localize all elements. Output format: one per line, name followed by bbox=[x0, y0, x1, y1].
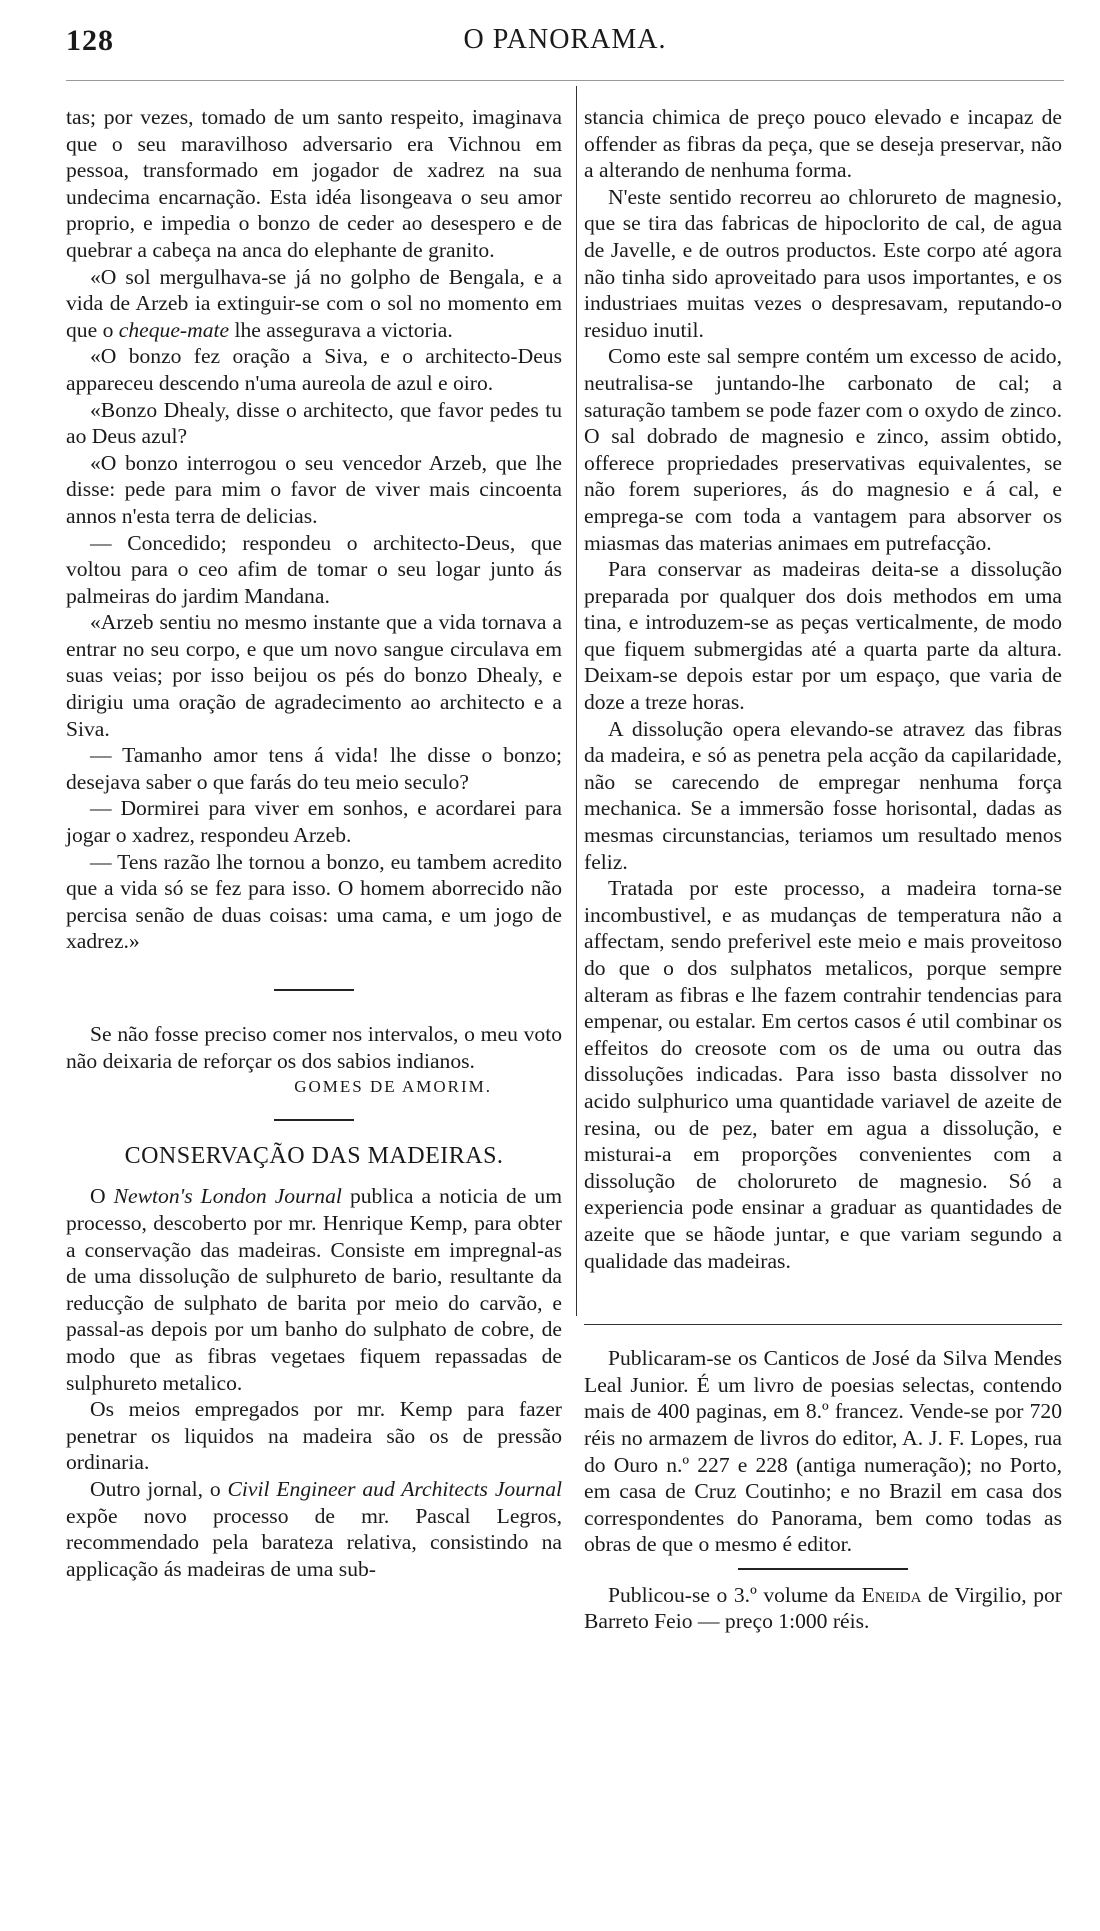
paragraph: A dissolução opera elevando-se atravez das fibras da madeira, e só as penetra pela acção da capilaridade, não se carecendo de empregar nenhuma força mechanica. Se a immersão fosse horisontal, dadas as mesmas circunstancias, teriamos um resultado menos feliz. bbox=[584, 716, 1062, 874]
column-divider bbox=[576, 86, 577, 1316]
paragraph: — Dormirei para viver em sonhos, e acordarei para jogar o xadrez, respondeu Arzeb. bbox=[66, 796, 562, 848]
paragraph: «O bonzo fez oração a Siva, e o architecto-Deus appareceu descendo n'uma aureola de azul e oiro. bbox=[66, 344, 562, 395]
paragraph: Como este sal sempre contém um excesso de acido, neutralisa-se juntando-lhe carbonato de cal; a saturação tambem se pode fazer com o oxydo de zinco. O sal dobrado de magnesio e zinco, assim obtido, offerece propriedades preservativas equivalentes, se não forem superiores, ás do magnesio e á cal, e emprega-se com toda a vantagem para absorver os miasmas das materias animaes em putrefacção. bbox=[584, 344, 1062, 555]
page-number: 128 bbox=[66, 24, 114, 57]
paragraph: — Tens razão lhe tornou a bonzo, eu tambem acredito que a vida só se fez para isso. O homem aborrecido não percisa senão de duas coisas: uma cama, e um jogo de xadrez.» bbox=[66, 849, 562, 954]
paragraph: Publicaram-se os Canticos de José da Silva Mendes Leal Junior. É um livro de poesias selectas, contendo mais de 400 paginas, em 8.º francez. Vende-se por 720 réis no armazem de livros do editor, A. J. F. Lopes, rua do Ouro n.º 227 e 228 (antiga numeração); no Porto, em casa de Cruz Coutinho; e no Brazil em casa dos correspondentes do Panorama, bem como todas as obras de que o mesmo é editor. bbox=[584, 1346, 1062, 1557]
author-signature: GOMES DE AMORIM. bbox=[294, 1077, 492, 1097]
paragraph: stancia chimica de preço pouco elevado e incapaz de offender as fibras da peça, que se deseja preservar, não a alterando de nenhuma forma. bbox=[584, 105, 1062, 183]
paragraph: Outro jornal, o Civil Engineer aud Architects Journal expõe novo processo de mr. Pascal Legros, recommendado pela barateza relativa, consistindo na applicação ás madeiras de uma sub- bbox=[66, 1476, 562, 1581]
section-title: CONSERVAÇÃO DAS MADEIRAS. bbox=[124, 1142, 504, 1169]
paragraph: — Tamanho amor tens á vida! lhe disse o bonzo; desejava saber o que farás do teu meio seculo? bbox=[66, 743, 562, 794]
page-header bbox=[66, 20, 1064, 64]
paragraph: Os meios empregados por mr. Kemp para fazer penetrar os liquidos na madeira são os de pressão ordinaria. bbox=[66, 1397, 562, 1475]
running-title: O PANORAMA. bbox=[463, 24, 667, 55]
paragraph: Se não fosse preciso comer nos intervalos, o meu voto não deixaria de reforçar os dos sabios indianos. bbox=[66, 1022, 562, 1073]
right-column bbox=[584, 104, 1062, 1635]
left-column bbox=[66, 104, 562, 1582]
paragraph: Para conservar as madeiras deita-se a dissolução preparada por qualquer dos dois methodos em uma tina, e introduzem-se as peças verticalmente, de modo que fiquem submergidas até a quarta parte da altura. Deixam-se depois estar por um espaço, que varia de doze a treze horas. bbox=[584, 557, 1062, 715]
paragraph: tas; por vezes, tomado de um santo respeito, imaginava que o seu maravilhoso adversario era Vichnou em pessoa, transformado em jogador de xadrez na sua undecima encarnação. Esta idéa lisongeava o seu amor proprio, e impedia o bonzo de ceder ao desespero e de quebrar a cabeça na anca do elephante de granito. bbox=[66, 105, 562, 262]
paragraph: N'este sentido recorreu ao chlorureto de magnesio, que se tira das fabricas de hipoclorito de cal, de agua de Javelle, e de outros productos. Este corpo até agora não tinha sido aproveitado para usos importantes, e os industriaes muitas vezes o despresavam, reputando-o residuo inutil. bbox=[584, 184, 1062, 342]
paragraph: «Arzeb sentiu no mesmo instante que a vida tornava a entrar no seu corpo, e que um novo sangue circulava em suas veias; por isso beijou os pés do bonzo Dhealy, e dirigiu uma oração de agradecimento ao architecto e a Siva. bbox=[66, 610, 562, 741]
paragraph: «Bonzo Dhealy, disse o architecto, que favor pedes tu ao Deus azul? bbox=[66, 397, 562, 449]
paragraph: Publicou-se o 3.º volume da Eneida de Virgilio, por Barreto Feio — preço 1:000 réis. bbox=[584, 1582, 1062, 1634]
paragraph: Tratada por este processo, a madeira torna-se incombustivel, e as mudanças de temperatura não a affectam, sendo preferivel este meio e mais proveitoso do que o dos sulphatos metalicos, porque sempre alteram as fibras e lhe fazem contrahir tendencias para empenar, ou estalar. Em certos casos é util combinar os effeitos do creosote com os de uma ou outra das dissoluções indicadas. Para isso basta dissolver no acido sulphurico uma quantidade variavel de azeite de resina, ou de pez, bater em agua a dissolução, e misturai-a em proporções convenientes com a dissolução de cholorureto de magnesio. Só a experiencia pode ensinar a graduar as quantidades de azeite que se hãode juntar, e que variam segundo a qualidade das madeiras. bbox=[584, 876, 1062, 1273]
paragraph: «O sol mergulhava-se já no golpho de Bengala, e a vida de Arzeb ia extinguir-se com o sol no momento em que o cheque-mate lhe assegurava a victoria. bbox=[66, 264, 562, 342]
header-rule bbox=[66, 80, 1064, 81]
paragraph: O Newton's London Journal publica a noticia de um processo, descoberto por mr. Henrique Kemp, para obter a conservação das madeiras. Consiste em impregnal-as de uma dissolução de sulphureto de bario, resultante da reducção de sulphato de barita por meio do carvão, e passal-as depois por um banho do sulphato de cobre, de modo que as fibras vegetaes fiquem repassadas de sulphureto metalico. bbox=[66, 1184, 562, 1395]
paragraph: «O bonzo interrogou o seu vencedor Arzeb, que lhe disse: pede para mim o favor de viver mais cincoenta annos n'esta terra de delicias. bbox=[66, 450, 562, 528]
paragraph: — Concedido; respondeu o architecto-Deus, que voltou para o ceo afim de tomar o seu logar junto ás palmeiras do jardim Mandana. bbox=[66, 530, 562, 608]
